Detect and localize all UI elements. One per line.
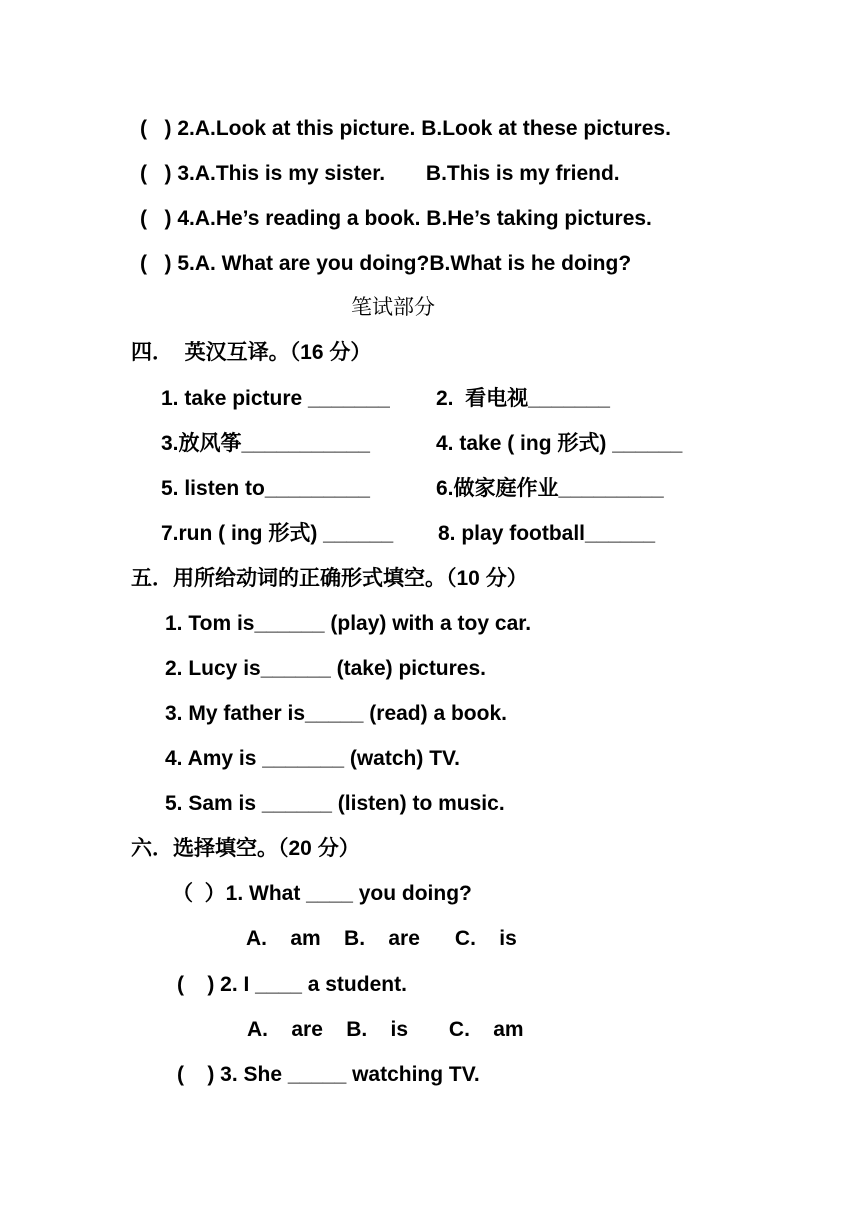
fill-item-4: 4. Amy is _______ (watch) TV. <box>165 747 460 770</box>
choice-options-1: A. am B. are C. is <box>246 927 517 950</box>
choice-question-2: ( ) 2. I ____ a student. <box>177 973 407 996</box>
translate-item-4: 4. take ( ing 形式) ______ <box>436 432 683 455</box>
translate-item-3: 3.放风筝___________ <box>161 432 370 455</box>
translate-item-1: 1. take picture _______ <box>161 387 390 410</box>
translate-item-5: 5. listen to_________ <box>161 477 370 500</box>
section4-heading: 四． 英汉互译。（16 分） <box>131 341 372 364</box>
fill-item-2: 2. Lucy is______ (take) pictures. <box>165 657 486 680</box>
translate-item-6: 6.做家庭作业_________ <box>436 477 664 500</box>
translate-item-8: 8. play football______ <box>438 522 656 545</box>
translate-item-2: 2. 看电视_______ <box>436 387 610 410</box>
choice-options-2: A. are B. is C. am <box>247 1018 524 1041</box>
listening-item-3: ( ) 3.A.This is my sister. B.This is my friend. <box>140 162 620 185</box>
listening-item-2: ( ) 2.A.Look at this picture. B.Look at these pictures. <box>140 117 671 140</box>
choice-question-3: ( ) 3. She _____ watching TV. <box>177 1063 480 1086</box>
section6-heading: 六．选择填空。（20 分） <box>131 837 360 860</box>
choice-question-1: （ ）1. What ____ you doing? <box>172 882 472 905</box>
fill-item-3: 3. My father is_____ (read) a book. <box>165 702 507 725</box>
fill-item-1: 1. Tom is______ (play) with a toy car. <box>165 612 532 635</box>
translate-item-7: 7.run ( ing 形式) ______ <box>161 522 394 545</box>
written-part-title: 笔试部分 <box>351 296 435 319</box>
section5-heading: 五．用所给动词的正确形式填空。（10 分） <box>131 567 528 590</box>
listening-item-4: ( ) 4.A.He’s reading a book. B.He’s taking pictures. <box>140 207 652 230</box>
listening-item-5: ( ) 5.A. What are you doing?B.What is he doing? <box>140 252 632 275</box>
fill-item-5: 5. Sam is ______ (listen) to music. <box>165 792 505 815</box>
